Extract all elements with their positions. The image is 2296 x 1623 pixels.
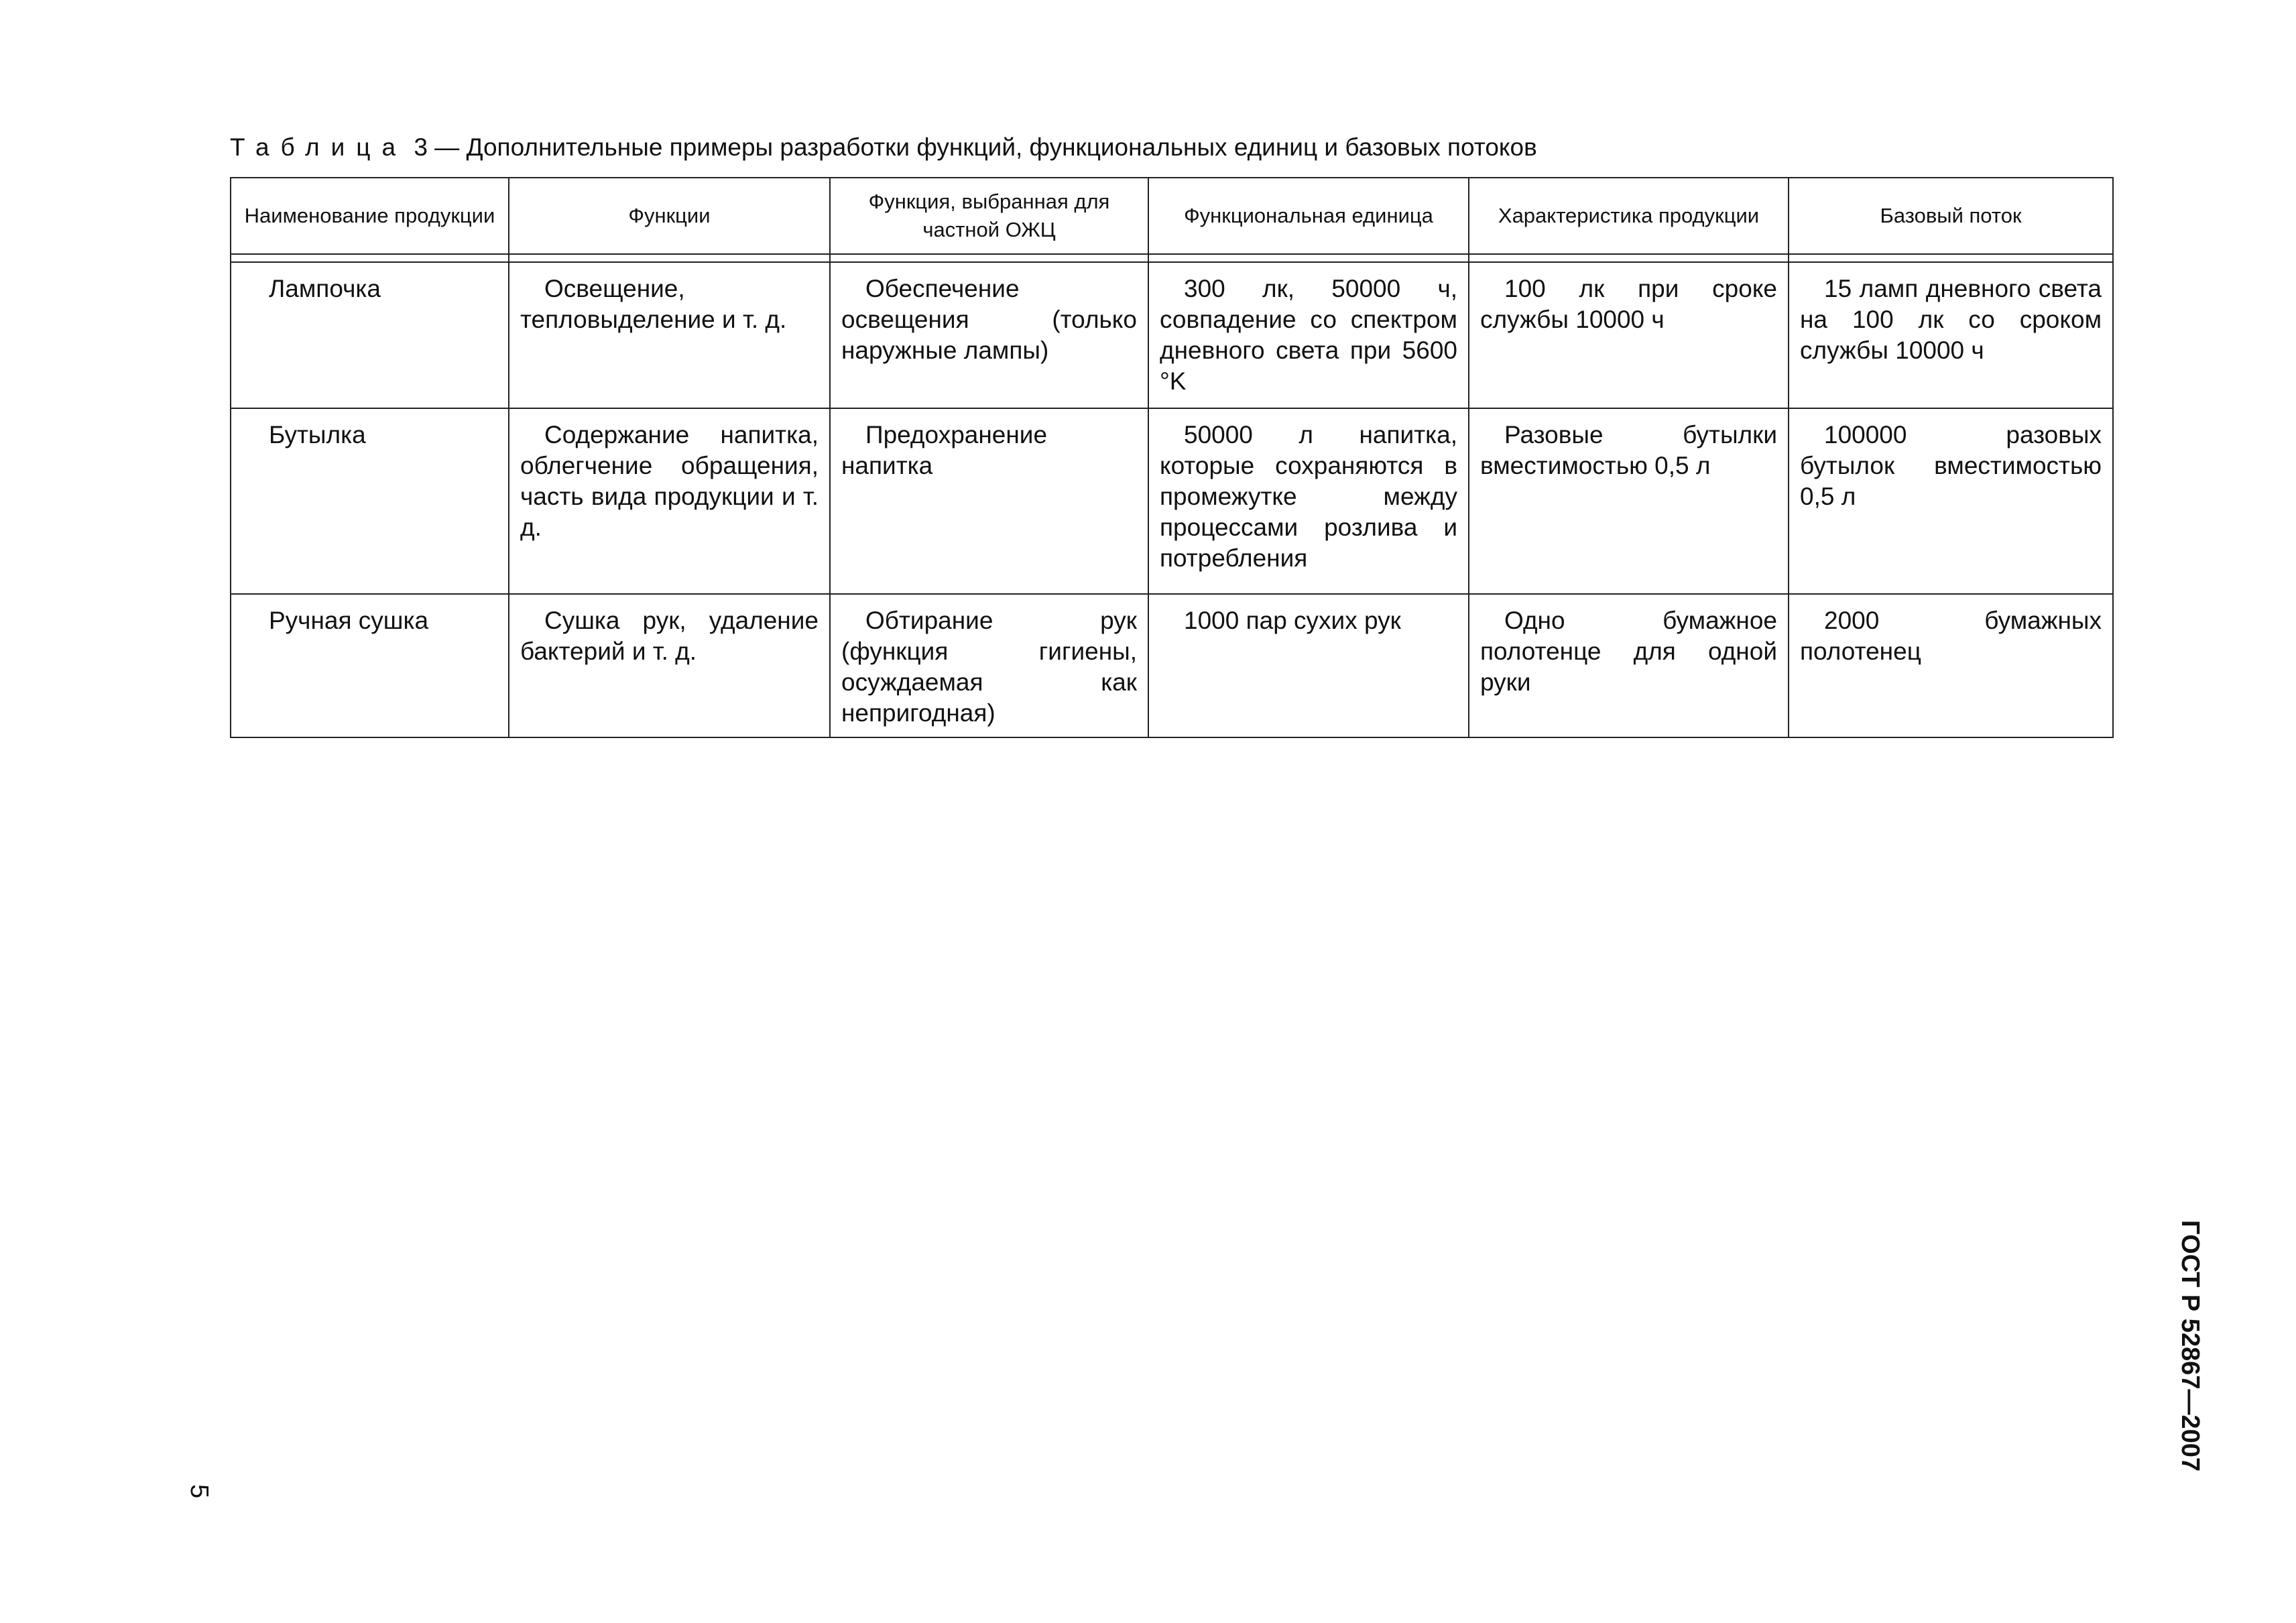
page-number: 5: [185, 1484, 213, 1499]
cell-product-characteristic: 100 лк при сроке службы 10000 ч: [1480, 275, 1777, 333]
table-header-row: [231, 178, 2113, 254]
cell-functional-unit: 1000 пар сухих рук: [1184, 607, 1401, 634]
cell-product-name: Бутылка: [231, 408, 509, 594]
table-row: [231, 594, 2113, 737]
cell-selected-function: Обеспечение освещения (только наружные лампы): [841, 275, 1137, 364]
table-row: [231, 262, 2113, 408]
cell-functions: Освещение, тепловыделение и т. д.: [520, 275, 787, 333]
cell-reference-flow: 2000 бумажных полотенец: [1800, 607, 2102, 665]
header-product-name: Наименование продукции: [231, 178, 509, 254]
cell-selected-function: Обтирание рук (функция гигиены, осуждаемая как непригодная): [841, 607, 1137, 727]
header-product-characteristic: Характеристика продукции: [1469, 178, 1789, 254]
examples-table: [230, 177, 2114, 738]
cell-functions: Сушка рук, удаление бактерий и т. д.: [520, 607, 819, 665]
header-divider: [231, 254, 2113, 262]
cell-reference-flow: 100000 разовых бутылок вместимостью 0,5 л: [1800, 421, 2102, 510]
document-standard-label: ГОСТ Р 52867—2007: [2176, 1220, 2204, 1471]
cell-product-characteristic: Разовые бутылки вместимостью 0,5 л: [1480, 421, 1777, 479]
cell-functional-unit: 300 лк, 50000 ч, совпадение со спектром дневного света при 5600 °K: [1160, 275, 1457, 395]
table-caption: [230, 131, 2107, 164]
cell-selected-function: Предохранение напитка: [841, 421, 1048, 479]
table-row: [231, 408, 2113, 594]
caption-dash: —: [434, 133, 460, 161]
cell-product-characteristic: Одно бумажное полотенце для одной руки: [1480, 607, 1777, 696]
header-selected-function: Функция, выбранная для частной ОЖЦ: [830, 178, 1148, 254]
cell-reference-flow: 15 ламп дневного света на 100 лк со сроком службы 10000 ч: [1800, 275, 2102, 364]
header-reference-flow: Базовый поток: [1789, 178, 2113, 254]
header-functional-unit: Функциональная единица: [1148, 178, 1469, 254]
caption-text: Дополнительные примеры разработки функций, функциональных единиц и базовых потоков: [466, 133, 1537, 161]
caption-label: Таблица: [230, 133, 408, 161]
cell-product-name: Лампочка: [231, 262, 509, 408]
cell-functional-unit: 50000 л напитка, которые сохраняются в промежутке между процессами розлива и потребления: [1160, 421, 1457, 572]
caption-number: 3: [414, 133, 428, 161]
cell-functions: Содержание напитка, облегчение обращения, часть вида продукции и т. д.: [520, 421, 819, 541]
header-functions: Функции: [509, 178, 830, 254]
cell-product-name: Ручная сушка: [231, 594, 509, 737]
